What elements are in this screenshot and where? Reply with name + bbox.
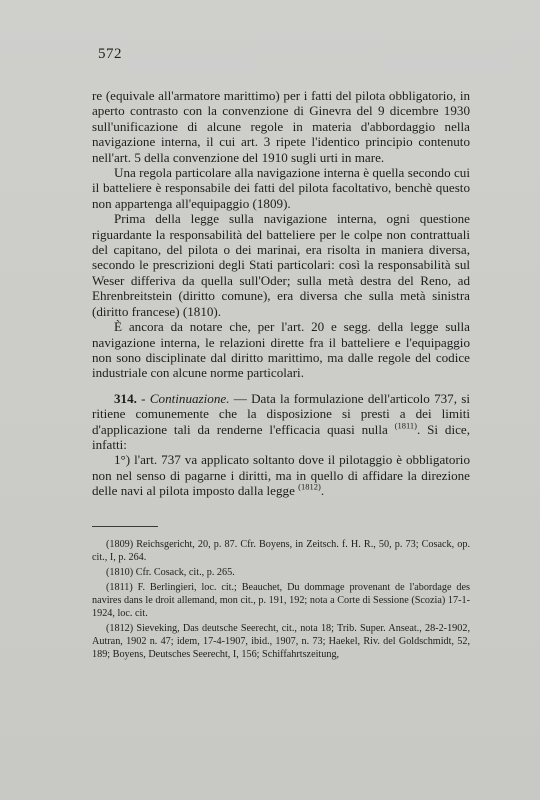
footnote-1812: (1812) Sieveking, Das deutsche Seerecht, cit., nota 18; Trib. Super. Anseat., 28-2-1902, Autran, 1902 n. 47; idem, 17-4-1907, ibid., 1907, n. 73; Haekel, Riv. del Goldschmidt, 52, 189; Boyens, Deutsches Seerecht, I, 156; Schiffahrtszeitung, — [92, 623, 470, 660]
section-number: 314. — [114, 390, 137, 406]
point-1-text: 1°) l'art. 737 va applicato soltanto dove il pilotaggio è obbligatorio non nel senso di pagarne i diritti, ma in quello di affidare la direzione delle navi al pilota imposto dalla legge — [92, 452, 470, 499]
footnote-1810: (1810) Cfr. Cosack, cit., p. 265. — [106, 567, 235, 578]
paragraph-point-1 — [92, 452, 470, 498]
paragraph-batteliere-rule: Una regola particolare alla navigazione interna è quella secondo cui il batteliere è responsabile dei fatti del pilota facoltativo, benchè questo non appartenga all'equipaggio (1809). — [92, 165, 470, 211]
paragraph-equipaggio: È ancora da notare che, per l'art. 20 e segg. della legge sulla navigazione interna, le relazioni dirette fra il batteliere e l'equipaggio non sono disciplinate dal diritto marittimo, ma dalle regole del codice industriale con alcune norme particolari. — [92, 319, 470, 381]
section-314: 314. - Continuazione. — Data la formulazione dell'articolo 737, si ritiene comunemente che la disposizione si presti a dei limiti d'applicazione tali da renderne l'efficacia quasi nulla $^{(1811)}$. Si dice, infatti: — [92, 390, 471, 452]
section-title: Continuazione. — [149, 390, 230, 406]
section-text-end: . Si dice, infatti: — [92, 421, 471, 452]
footnote-1811: (1811) F. Berlingieri, loc. cit.; Beauchet, Du dommage provenant de l'abordage des navires dans le droit allemand, mon cit., p. 191, 192; nota a Corte di Sessione (Scozia) 17-1-1924, loc. cit. — [92, 582, 470, 619]
footnotes — [92, 538, 470, 663]
page-number: 572 — [98, 46, 122, 62]
point-1-end: . — [320, 483, 325, 499]
footnote-divider — [92, 526, 158, 527]
section-text: — Data la formulazione dell'articolo 737, si ritiene comunemente che la disposizione si presti a dei limiti d'applicazione tali da renderne l'efficacia quasi nulla — [92, 390, 470, 437]
paragraph-continuation: re (equivale all'armatore marittimo) per i fatti del pilota obbligatorio, in aperto contrasto con la convenzione di Ginevra del 9 dicembre 1930 sull'unificazione di alcune regole in materia d'abbordaggio nella navigazione interna, il cui art. 3 ripete l'identico principio contenuto nell'art. 5 della convenzione del 1910 sugli urti in mare. — [92, 88, 470, 165]
paragraph-prior-law: Prima della legge sulla navigazione interna, ogni questione riguardante la responsabilità del batteliere per le colpe non contrattuali del capitano, del pilota o dei marinai, era risolta in maniera diversa, secondo le prescrizioni degli Stati particolari: così la responsabilità sul Weser differiva da quella sull'Oder; sulla metà destra del Reno, ad Ehrenbreitstein (diritto comune), era diversa che sulla metà sinistra (diritto francese) (1810). — [92, 211, 470, 319]
footnote-1809: (1809) Reichsgericht, 20, p. 87. Cfr. Boyens, in Zeitsch. f. H. R., 50, p. 73; Cosack, op. cit., I, p. 264. — [92, 539, 470, 563]
footnote-ref-1812: (1812) — [298, 481, 321, 492]
footnote-ref-1811: (1811) — [394, 420, 417, 431]
body-text — [92, 88, 470, 499]
